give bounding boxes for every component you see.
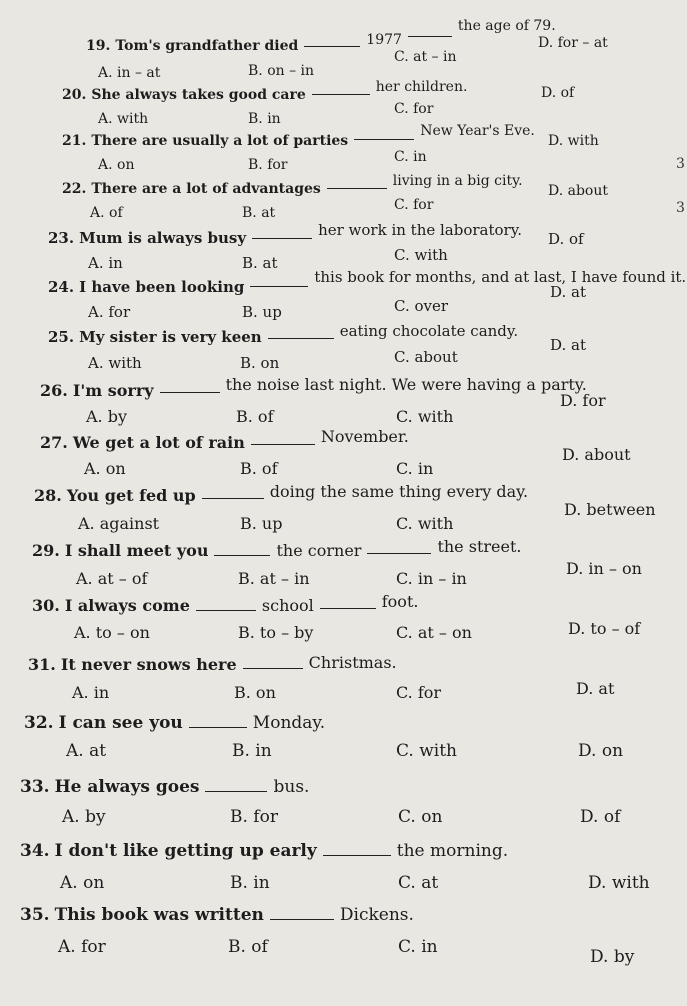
option-d[interactable]: D. about: [562, 445, 631, 464]
option-d[interactable]: D. with: [588, 873, 650, 893]
answer-blank[interactable]: [252, 226, 312, 239]
stem-text: You get fed up: [66, 486, 196, 505]
option-b[interactable]: B. at: [242, 254, 278, 272]
question-stem: [48, 322, 519, 346]
option-c[interactable]: C. with: [396, 741, 457, 761]
stem-text: the street.: [437, 537, 522, 556]
stem-text: I'm sorry: [72, 381, 154, 400]
option-d[interactable]: D. by: [590, 947, 635, 967]
option-c[interactable]: C. for: [396, 683, 442, 702]
answer-blank[interactable]: [270, 907, 334, 920]
question-stem: [20, 778, 309, 796]
option-a[interactable]: A. of: [90, 205, 123, 221]
option-a[interactable]: A. on: [98, 157, 135, 173]
question-stem: [48, 221, 522, 247]
option-b[interactable]: B. on – in: [248, 63, 315, 79]
answer-blank[interactable]: [160, 380, 220, 393]
option-c[interactable]: C. about: [394, 348, 458, 366]
answer-blank[interactable]: [320, 596, 376, 609]
question-number: 28.: [34, 486, 62, 505]
answer-blank[interactable]: [268, 326, 334, 339]
option-c[interactable]: C. over: [394, 297, 449, 315]
answer-blank[interactable]: [354, 127, 414, 140]
answer-blank[interactable]: [202, 486, 264, 499]
option-b[interactable]: B. at – in: [238, 569, 310, 588]
stem-text: Dickens.: [339, 905, 414, 925]
question-number: 21.: [62, 133, 87, 149]
stem-text: living in a big city.: [392, 173, 523, 189]
question-number: 23.: [48, 229, 75, 247]
answer-blank[interactable]: [214, 543, 270, 556]
question-number: 29.: [32, 541, 60, 560]
option-c[interactable]: C. at: [398, 873, 439, 893]
answer-blank[interactable]: [323, 843, 391, 856]
option-a[interactable]: A. in: [72, 683, 110, 702]
option-d[interactable]: D. with: [548, 133, 599, 149]
option-b[interactable]: B. up: [242, 303, 282, 321]
stem-text: the age of 79.: [457, 18, 556, 34]
option-d[interactable]: D. to – of: [568, 619, 641, 638]
stem-text: I can see you: [58, 713, 183, 733]
question-stem: [62, 173, 523, 198]
stem-text: her work in the laboratory.: [318, 221, 522, 239]
option-b[interactable]: B. of: [236, 407, 274, 426]
option-b[interactable]: B. up: [240, 514, 283, 533]
answer-blank[interactable]: [243, 656, 303, 669]
answer-blank[interactable]: [189, 715, 247, 728]
option-b[interactable]: B. at: [242, 205, 276, 221]
question-stem: [34, 482, 529, 505]
option-d[interactable]: D. at: [550, 336, 586, 354]
stem-text: eating chocolate candy.: [339, 322, 519, 340]
answer-blank[interactable]: [408, 24, 452, 37]
answer-blank[interactable]: [327, 176, 387, 189]
question-number: 22.: [62, 181, 87, 197]
stem-text: school: [261, 596, 314, 615]
margin-mark: 3: [676, 156, 685, 172]
option-a[interactable]: A. at – of: [76, 569, 148, 588]
question-number: 25.: [48, 328, 75, 346]
option-c[interactable]: C. for: [394, 101, 434, 117]
option-b[interactable]: B. to – by: [238, 623, 314, 642]
option-c[interactable]: C. in: [394, 149, 427, 165]
option-b[interactable]: B. for: [248, 157, 288, 173]
option-c[interactable]: C. in: [396, 459, 434, 478]
question-number: 35.: [20, 905, 50, 925]
option-b[interactable]: B. in: [232, 741, 272, 761]
question-stem: [24, 714, 325, 732]
question-number: 24.: [48, 278, 75, 296]
option-d[interactable]: D. of: [541, 85, 575, 101]
answer-blank[interactable]: [251, 432, 315, 445]
answer-blank[interactable]: [250, 274, 308, 287]
option-c[interactable]: C. at – in: [394, 49, 457, 65]
question-number: 34.: [20, 841, 50, 861]
option-d[interactable]: D. for – at: [538, 35, 608, 51]
stem-text: the corner: [276, 541, 362, 560]
option-d[interactable]: D. on: [578, 741, 624, 761]
stem-text: November.: [320, 427, 409, 446]
option-b[interactable]: B. for: [230, 807, 278, 827]
stem-text: her children.: [375, 79, 468, 95]
option-d[interactable]: D. of: [548, 230, 584, 248]
stem-text: This book was written: [54, 905, 264, 925]
stem-text: New Year's Eve.: [420, 123, 535, 139]
stem-text: the morning.: [396, 841, 509, 861]
option-d[interactable]: D. between: [564, 500, 656, 519]
stem-text: bus.: [273, 777, 310, 797]
stem-text: Monday.: [252, 713, 326, 733]
option-d[interactable]: D. at: [550, 283, 586, 301]
question-number: 30.: [32, 596, 60, 615]
question-stem: [32, 592, 419, 615]
option-b[interactable]: B. on: [240, 354, 280, 372]
option-a[interactable]: A. to – on: [74, 623, 150, 642]
option-b[interactable]: B. in: [230, 873, 270, 893]
question-stem: [40, 427, 409, 452]
stem-text: I shall meet you: [64, 541, 209, 560]
stem-text: She always takes good care: [91, 87, 306, 103]
option-c[interactable]: C. with: [396, 407, 454, 426]
margin-mark: 3: [676, 200, 685, 216]
option-a[interactable]: A. by: [86, 407, 128, 426]
option-a[interactable]: A. against: [78, 514, 160, 533]
option-a[interactable]: A. with: [88, 354, 142, 372]
answer-blank[interactable]: [304, 34, 360, 47]
stem-text: Mum is always busy: [79, 229, 247, 247]
stem-text: I have been looking: [79, 278, 245, 296]
option-a[interactable]: A. on: [84, 459, 126, 478]
question-number: 33.: [20, 777, 50, 797]
question-number: 27.: [40, 433, 68, 452]
option-c[interactable]: C. at – on: [396, 623, 472, 642]
stem-text: There are usually a lot of parties: [91, 133, 349, 149]
stem-text: I don't like getting up early: [54, 841, 317, 861]
option-a[interactable]: A. by: [62, 807, 106, 827]
stem-text: Christmas.: [308, 653, 397, 672]
option-a[interactable]: A. with: [98, 111, 149, 127]
option-a[interactable]: A. for: [58, 937, 106, 957]
question-stem: [48, 268, 687, 296]
option-d[interactable]: D. about: [548, 183, 609, 199]
stem-text: the noise last night. We were having a party.: [225, 375, 587, 394]
question-stem: [28, 653, 397, 674]
stem-text: We get a lot of rain: [72, 433, 245, 452]
stem-text: I always come: [64, 596, 190, 615]
option-c[interactable]: C. on: [398, 807, 443, 827]
option-d[interactable]: D. in – on: [566, 559, 642, 578]
question-number: 20.: [62, 87, 87, 103]
option-c[interactable]: C. with: [394, 246, 448, 264]
option-b[interactable]: B. on: [234, 683, 276, 702]
question-number: 32.: [24, 713, 54, 733]
question-number: 31.: [28, 655, 56, 674]
option-b[interactable]: B. of: [240, 459, 278, 478]
stem-text: He always goes: [54, 777, 200, 797]
stem-text: this book for months, and at last, I have found it.: [314, 268, 687, 286]
option-a[interactable]: A. in: [88, 254, 123, 272]
option-c[interactable]: C. in: [398, 937, 438, 957]
answer-blank[interactable]: [205, 779, 267, 792]
question-stem: [62, 123, 535, 150]
stem-text: There are a lot of advantages: [91, 181, 321, 197]
option-d[interactable]: D. for: [560, 391, 606, 410]
option-a[interactable]: A. for: [88, 303, 131, 321]
option-c[interactable]: C. in – in: [396, 569, 467, 588]
question-number: 19.: [86, 38, 111, 54]
question-stem: [32, 537, 522, 560]
question-stem: [20, 842, 508, 860]
option-d[interactable]: D. at: [576, 679, 615, 698]
stem-text: It never snows here: [60, 655, 237, 674]
stem-text: foot.: [381, 592, 419, 611]
option-a[interactable]: A. on: [60, 873, 105, 893]
question-stem: [20, 906, 414, 924]
option-a[interactable]: A. at: [66, 741, 107, 761]
stem-text: 1977: [366, 32, 402, 48]
option-b[interactable]: B. of: [228, 937, 268, 957]
option-d[interactable]: D. of: [580, 807, 621, 827]
question-stem: [40, 375, 587, 400]
option-c[interactable]: C. with: [396, 514, 454, 533]
answer-blank[interactable]: [312, 82, 370, 95]
stem-text: Tom's grandfather died: [115, 38, 299, 54]
question-stem: [86, 18, 556, 55]
stem-text: My sister is very keen: [79, 328, 262, 346]
option-b[interactable]: B. in: [248, 111, 281, 127]
option-a[interactable]: A. in – at: [98, 65, 161, 81]
option-c[interactable]: C. for: [394, 197, 434, 213]
question-number: 26.: [40, 381, 68, 400]
answer-blank[interactable]: [367, 541, 431, 554]
answer-blank[interactable]: [196, 598, 256, 611]
stem-text: doing the same thing every day.: [269, 482, 529, 501]
